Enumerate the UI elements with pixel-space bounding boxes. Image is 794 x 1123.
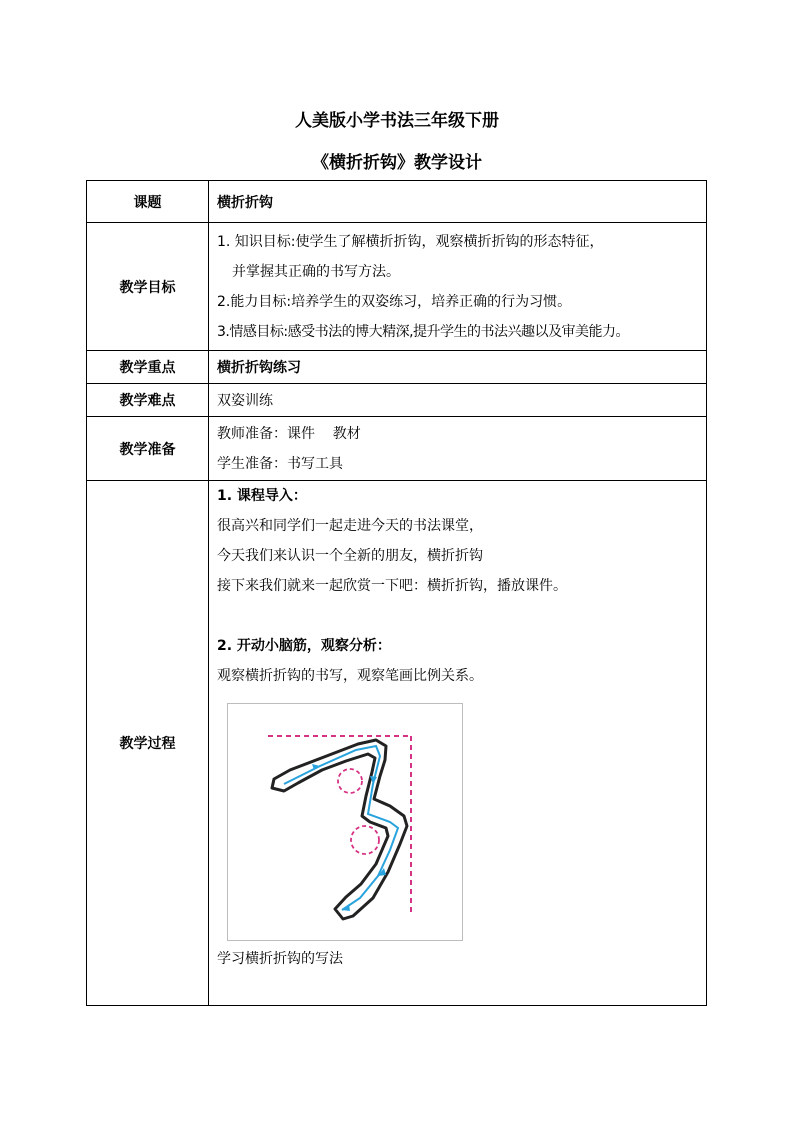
value-difficulty: 双姿训练	[209, 384, 707, 417]
stroke-diagram-svg	[228, 704, 462, 940]
label-process: 教学过程	[87, 481, 209, 1006]
section1-line-2: 今天我们来认识一个全新的朋友，横折折钩	[217, 548, 483, 564]
value-goals	[209, 223, 707, 351]
label-goals: 教学目标	[87, 223, 209, 351]
value-process	[209, 481, 707, 1006]
section1-heading: 1. 课程导入：	[217, 488, 307, 504]
value-key: 横折折钩练习	[209, 351, 707, 384]
row-goals	[87, 223, 707, 351]
label-topic: 课题	[87, 181, 209, 223]
section2-line: 观察横折折钩的书写，观察笔画比例关系。	[217, 668, 483, 684]
doc-subtitle: 《横折折钩》教学设计	[312, 153, 482, 173]
prep-student: 学生准备：书写工具	[217, 455, 343, 472]
goal-line-1: 1. 知识目标:使学生了解横折折钩，观察横折折钩的形态特征，	[217, 233, 604, 250]
row-prep	[87, 417, 707, 481]
turn-circle-2	[351, 826, 379, 854]
row-topic	[87, 181, 707, 223]
doc-title: 人美版小学书法三年级下册	[295, 111, 499, 131]
value-prep	[209, 417, 707, 481]
row-difficulty	[87, 384, 707, 417]
label-key: 教学重点	[87, 351, 209, 384]
row-key	[87, 351, 707, 384]
goal-line-3: 2.能力目标:培养学生的双姿练习，培养正确的行为习惯。	[217, 293, 572, 310]
label-difficulty: 教学难点	[87, 384, 209, 417]
section1-line-3: 接下来我们就来一起欣赏一下吧：横折折钩，播放课件。	[217, 578, 567, 594]
prep-teacher: 教师准备：课件 教材	[217, 425, 361, 442]
section1-line-1: 很高兴和同学们一起走进今天的书法课堂，	[217, 518, 483, 534]
direction-arrow-4	[342, 904, 350, 911]
turn-circle-1	[338, 769, 362, 793]
stroke-outline	[272, 740, 407, 919]
stroke-diagram	[227, 703, 463, 941]
lesson-plan-table	[86, 180, 707, 1006]
row-process	[87, 481, 707, 1006]
goal-line-2: 并掌握其正确的书写方法。	[232, 263, 400, 280]
value-topic: 横折折钩	[209, 181, 707, 223]
section2-heading: 2. 开动小脑筋，观察分析：	[217, 638, 391, 654]
label-prep: 教学准备	[87, 417, 209, 481]
goal-line-4: 3.情感目标:感受书法的博大精深,提升学生的书法兴趣以及审美能力。	[217, 323, 630, 340]
diagram-caption: 学习横折折钩的写法	[217, 951, 343, 967]
